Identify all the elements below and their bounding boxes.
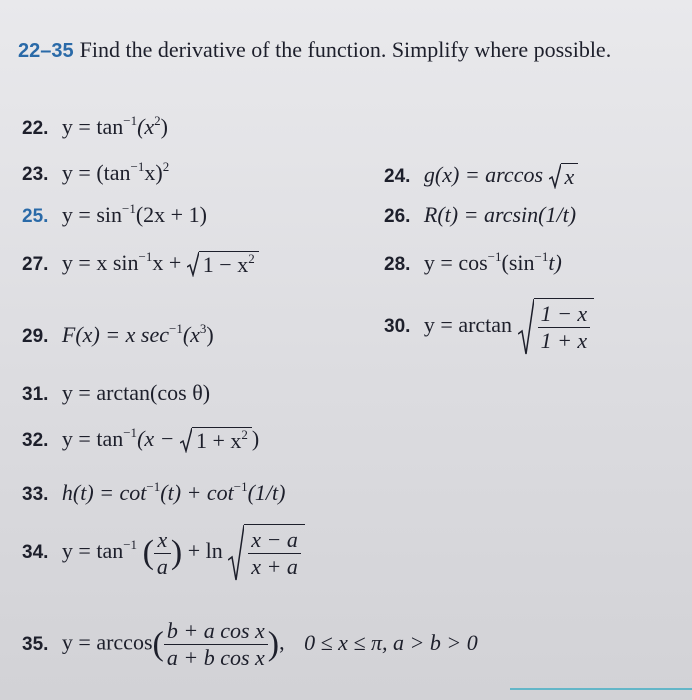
expr-part: h(t) = cot: [61, 480, 147, 505]
problem-number: 27.: [22, 254, 49, 275]
expr-part: (t) + cot: [160, 480, 234, 505]
problem-number: 26.: [384, 206, 411, 227]
sqrt-fraction: [228, 524, 305, 582]
expr-part: (x: [182, 322, 200, 347]
problem-23: [22, 160, 169, 188]
problem-26: [384, 202, 576, 230]
expr-part: y = sin: [61, 202, 123, 227]
expr-sup: −1: [130, 159, 145, 174]
expr-part: (2x + 1): [135, 202, 207, 227]
problem-number: 23.: [22, 164, 49, 185]
expr-sup: −1: [123, 537, 138, 553]
expr-part: ): [251, 426, 260, 451]
expr-sup: −1: [487, 249, 502, 264]
expr-part: y = arccos: [61, 629, 153, 655]
expr-fn: tan: [96, 114, 124, 139]
problem-number: 30.: [384, 316, 411, 338]
expr-part: y = tan: [61, 426, 124, 451]
radicand: 1 + x: [196, 428, 242, 454]
exercise-range: 22–35: [18, 40, 74, 62]
sqrt-fraction: [518, 298, 595, 356]
sqrt-expression: [180, 427, 252, 454]
expr-part: + ln: [187, 538, 223, 564]
denominator: 1 + x: [540, 328, 588, 353]
expr-part: y = (tan: [61, 160, 131, 185]
exercise-heading: [18, 36, 658, 65]
expr-sup: 3: [199, 321, 207, 336]
expr-part: y = cos: [423, 250, 488, 275]
problem-number: 24.: [384, 166, 411, 187]
problem-27: [22, 250, 259, 278]
expr-sup: −1: [146, 479, 161, 494]
fraction: [164, 618, 268, 671]
radical-sign: [228, 524, 244, 582]
fraction: [248, 527, 301, 580]
expr-part: ,: [279, 629, 285, 655]
expr-lhs: g(x) = arccos: [423, 162, 544, 187]
fraction: [538, 301, 591, 354]
problem-30: [384, 298, 594, 356]
problem-number: 31.: [22, 384, 49, 405]
problem-31: [22, 380, 210, 408]
problem-number: 29.: [22, 326, 49, 347]
expr-sup: 2: [248, 251, 255, 267]
expr-part: x +: [152, 250, 182, 275]
problem-number: 25.: [22, 206, 49, 227]
expr-sup: −1: [123, 425, 138, 440]
expr-part: t): [548, 250, 562, 275]
expr-sup: −1: [233, 479, 248, 494]
expr-sup: 2: [154, 113, 161, 128]
expr-part: F(x) = x sec: [61, 322, 169, 347]
expr-sup: −1: [534, 249, 549, 264]
expr-sup: 2: [241, 427, 248, 443]
problem-35: [22, 618, 478, 671]
expr-lhs: y =: [61, 114, 91, 139]
problem-22: [22, 114, 168, 142]
expr-part: R(t) = arcsin(1/t): [423, 202, 577, 227]
close-paren: ): [170, 534, 183, 571]
fraction: [154, 527, 171, 580]
expr-part: (x −: [137, 426, 175, 451]
radical-sign: [187, 251, 199, 277]
expr-part: y = x sin: [61, 250, 139, 275]
numerator: x − a: [248, 527, 301, 554]
denominator: x + a: [251, 554, 298, 579]
problem-25: [22, 202, 207, 230]
expr-part: ): [206, 322, 214, 347]
problem-28: [384, 250, 562, 278]
page-edge-line: [510, 688, 692, 690]
numerator: x: [154, 527, 171, 554]
expr-sup: −1: [123, 113, 138, 128]
expr-part: y = arctan(cos θ): [61, 380, 211, 405]
problem-number: 32.: [22, 430, 49, 451]
expr-part: x): [144, 160, 163, 185]
problem-number: 28.: [384, 254, 411, 275]
exercise-instructions: Find the derivative of the function. Simplify where possible.: [79, 37, 612, 62]
denominator: a: [156, 553, 168, 579]
expr-arg: (x: [137, 114, 155, 139]
expr-sup: 2: [162, 159, 170, 174]
numerator: b + a cos x: [164, 618, 268, 645]
problem-number: 34.: [22, 542, 49, 564]
problem-29: [22, 322, 214, 350]
problem-number: 33.: [22, 484, 49, 505]
open-paren: (: [152, 625, 164, 663]
problem-number: 35.: [22, 633, 49, 655]
problem-number: 22.: [22, 118, 49, 139]
denominator: a + b cos x: [166, 645, 265, 670]
close-paren: ): [267, 625, 280, 663]
expr-part: (1/t): [247, 480, 286, 505]
expr-sup: −1: [168, 321, 183, 336]
condition: 0 ≤ x ≤ π, a > b > 0: [304, 629, 478, 655]
problem-34: [22, 524, 305, 582]
radicand: 1 − x: [202, 252, 249, 278]
expr-part: y = tan: [61, 538, 124, 564]
sqrt-expression: [549, 163, 579, 190]
radical-sign: [549, 163, 561, 189]
expr-part: (sin: [501, 250, 535, 275]
expr-sup: −1: [122, 201, 136, 216]
expr-close: ): [160, 114, 168, 139]
radical-sign: [180, 427, 192, 453]
problem-24: [384, 162, 578, 190]
expr-sup: −1: [138, 249, 153, 264]
expr-lhs: y = arctan: [423, 312, 513, 338]
radical-sign: [518, 298, 534, 356]
open-paren: (: [142, 534, 154, 571]
radicand: x: [561, 163, 579, 190]
problem-33: [22, 480, 286, 508]
numerator: 1 − x: [538, 301, 591, 328]
problem-32: [22, 426, 259, 454]
sqrt-expression: [187, 251, 259, 278]
